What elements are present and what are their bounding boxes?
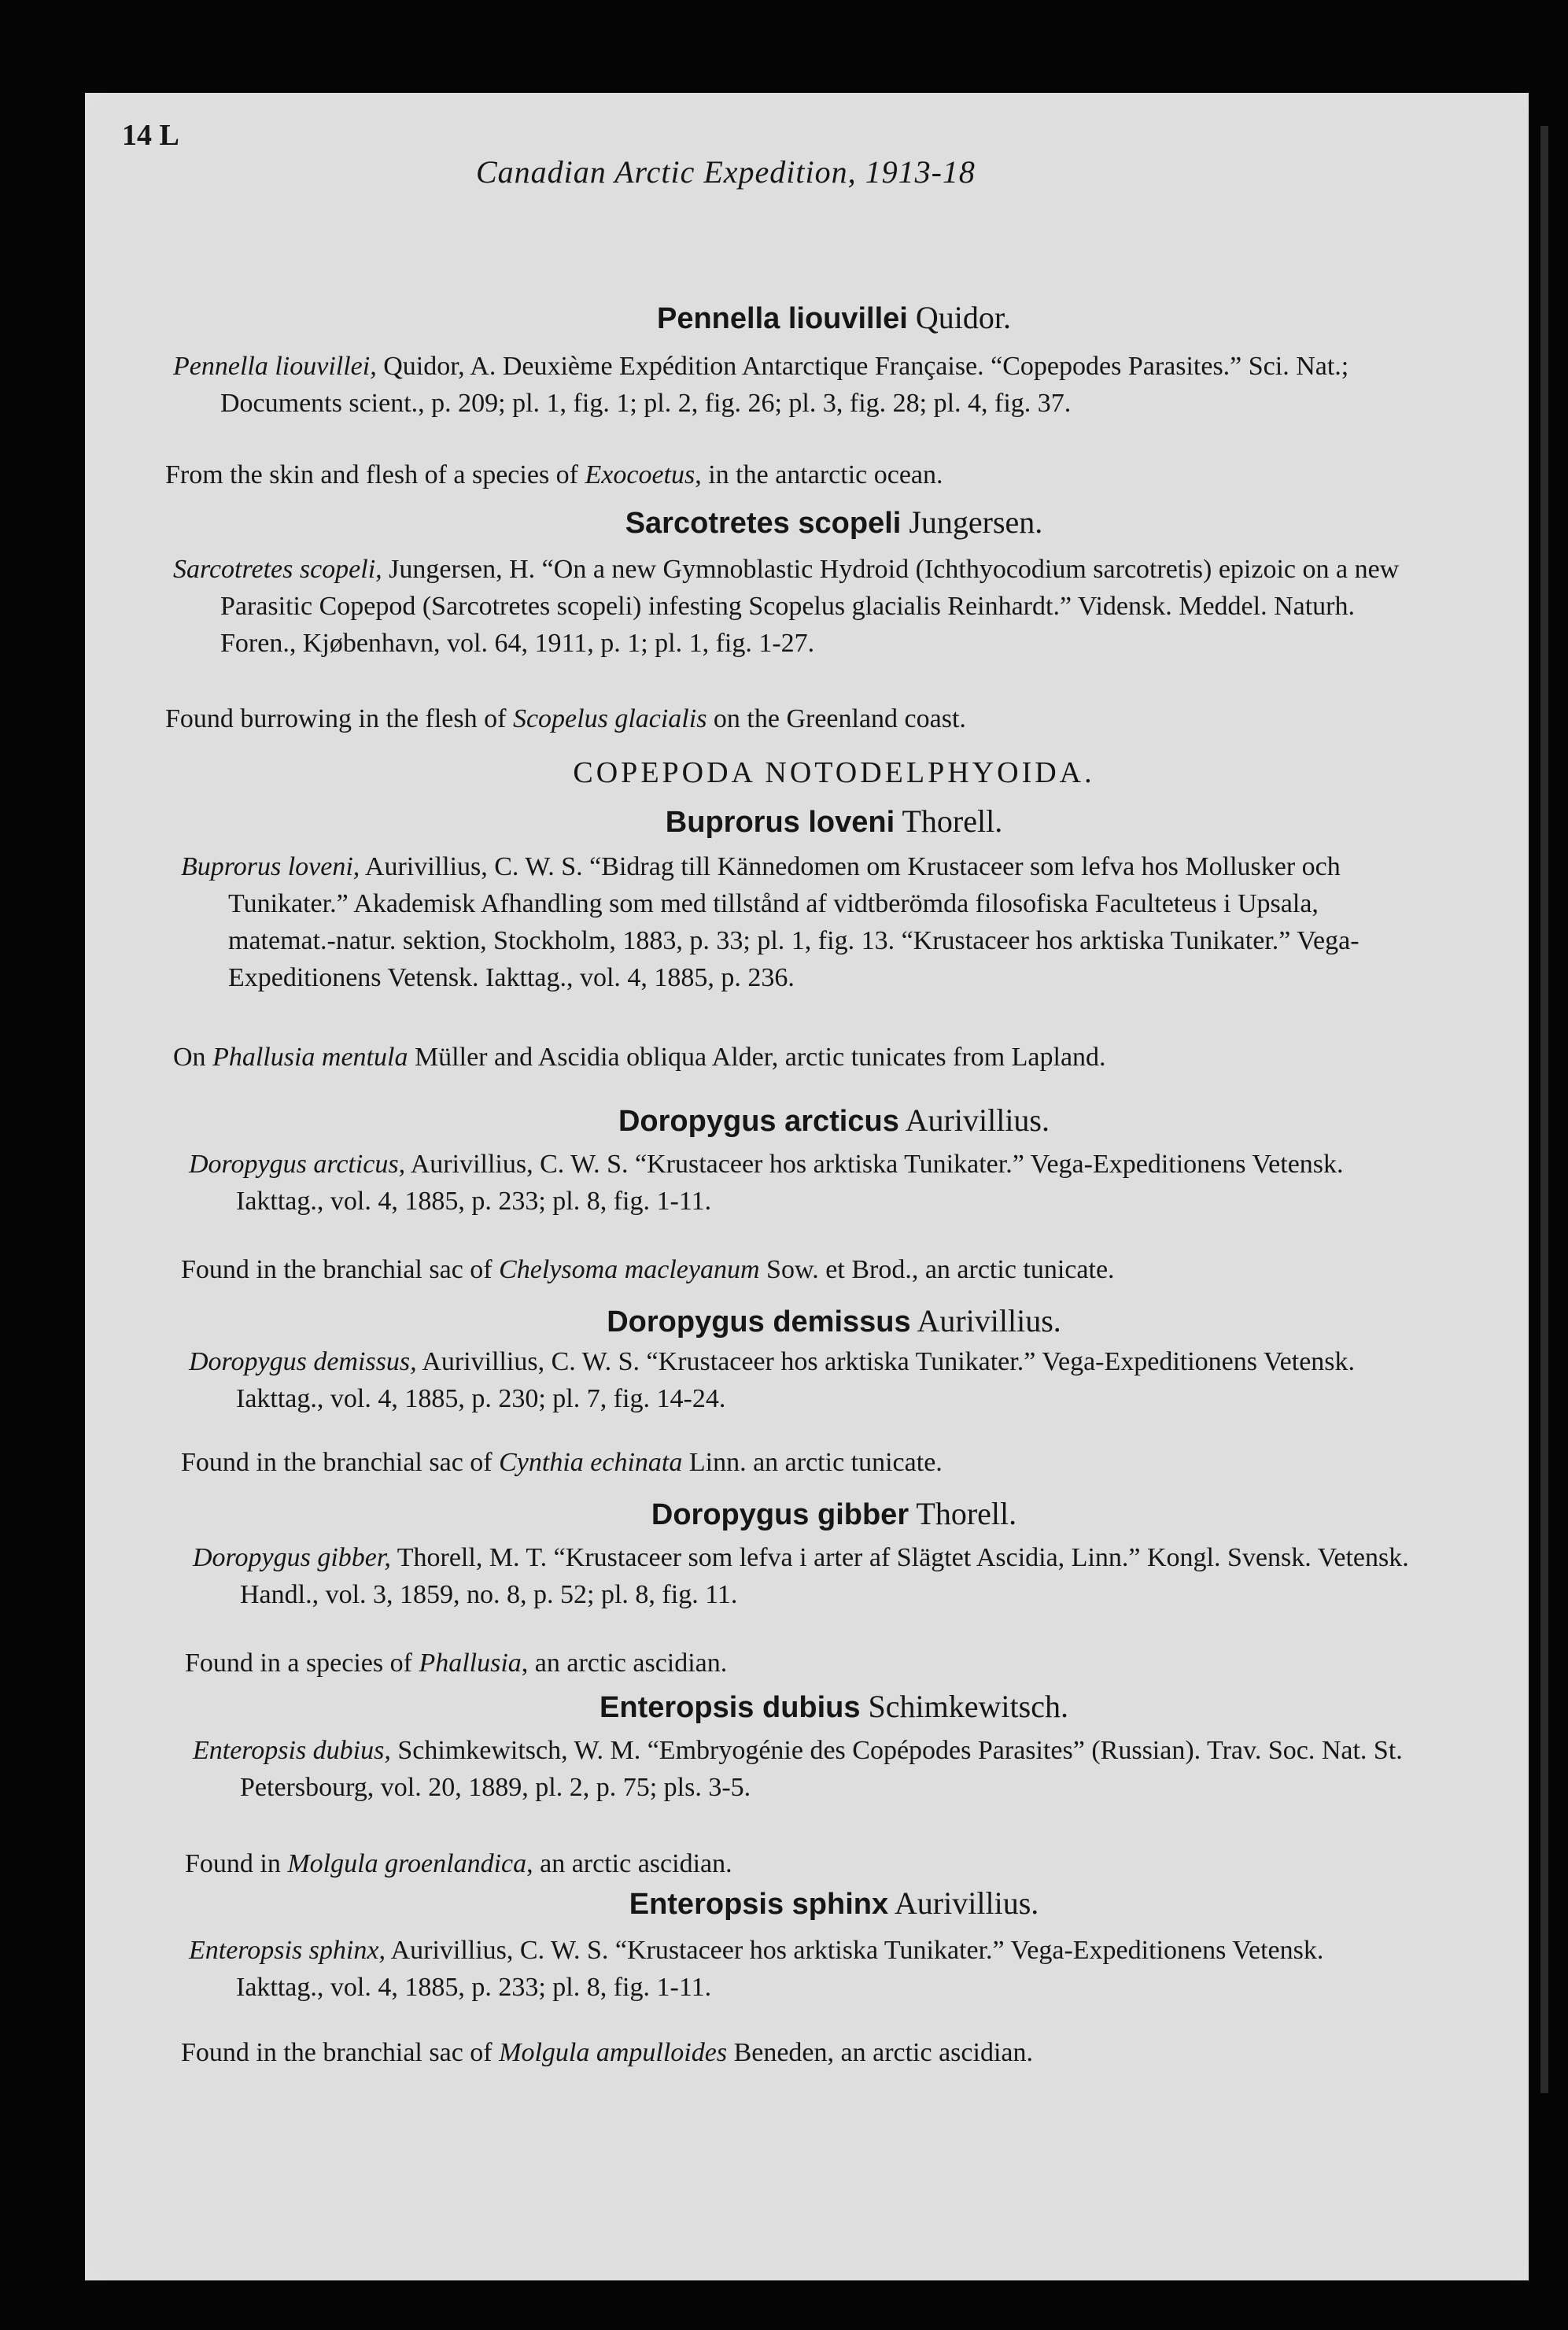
note-text: on the Greenland coast. bbox=[707, 704, 966, 733]
occurrence-note bbox=[181, 1251, 1424, 1288]
species-authority: Thorell. bbox=[902, 803, 1003, 839]
note-text: Found burrowing in the flesh of bbox=[165, 704, 513, 733]
occurrence-note bbox=[181, 2034, 1424, 2071]
species-authority: Jungersen. bbox=[909, 504, 1043, 540]
species-heading bbox=[236, 1885, 1432, 1922]
reference-text: Schimkewitsch, W. M. “Embryogénie des Copépodes Parasites” (Russian). Trav. Soc. Nat. St. Petersbourg, vol. 20, 1889, pl. 2, p. 75; pls. 3-5. bbox=[240, 1736, 1403, 1802]
species-name: Buprorus loveni bbox=[665, 806, 895, 839]
reference bbox=[173, 348, 1400, 422]
reference-name: Enteropsis dubius, bbox=[193, 1736, 391, 1765]
species-heading bbox=[236, 504, 1432, 541]
species-authority: Thorell. bbox=[916, 1496, 1017, 1531]
occurrence-note bbox=[185, 1645, 1428, 1682]
host-name: Molgula groenlandica bbox=[287, 1849, 527, 1878]
page-number: 14 L bbox=[122, 119, 179, 152]
note-text: From the skin and flesh of a species of bbox=[165, 460, 585, 489]
occurrence-note bbox=[173, 1039, 1416, 1076]
occurrence-note bbox=[165, 700, 1408, 737]
note-text: , in the antarctic ocean. bbox=[695, 460, 943, 489]
note-text: Linn. an arctic tunicate. bbox=[682, 1448, 943, 1477]
reference bbox=[193, 1732, 1420, 1806]
reference-name: Pennella liouvillei, bbox=[173, 352, 377, 381]
reference-name: Buprorus loveni, bbox=[181, 852, 360, 881]
host-name: Phallusia bbox=[419, 1649, 522, 1678]
species-heading bbox=[236, 1688, 1432, 1725]
species-name: Doropygus arcticus bbox=[618, 1105, 899, 1138]
note-text: Beneden, an arctic ascidian. bbox=[727, 2038, 1033, 2067]
section-heading: COPEPODA NOTODELPHYOIDA. bbox=[573, 756, 1095, 789]
note-text: Found in the branchial sac of bbox=[181, 1255, 500, 1284]
reference bbox=[189, 1343, 1416, 1417]
reference bbox=[173, 551, 1400, 662]
species-heading bbox=[236, 803, 1432, 840]
reference-name: Doropygus arcticus, bbox=[189, 1150, 406, 1179]
species-authority: Aurivillius. bbox=[894, 1885, 1039, 1921]
host-name: Phallusia mentula bbox=[212, 1043, 408, 1072]
note-text: Müller and Ascidia obliqua Alder, arctic tunicates from Lapland. bbox=[408, 1043, 1106, 1072]
host-name: Molgula ampulloides bbox=[499, 2038, 728, 2067]
species-heading bbox=[236, 1302, 1432, 1339]
species-authority: Aurivillius. bbox=[917, 1303, 1061, 1339]
reference-text: Aurivillius, C. W. S. “Krustaceer hos arktiska Tunikater.” Vega-Expeditionens Vetensk. Iakttag., vol. 4, 1885, p. 230; pl. 7, fig. 14-24. bbox=[236, 1347, 1356, 1413]
note-text: Sow. et Brod., an arctic tunicate. bbox=[759, 1255, 1115, 1284]
reference-name: Enteropsis sphinx, bbox=[189, 1936, 386, 1965]
reference-text: Aurivillius, C. W. S. “Bidrag till Kännedomen om Krustaceer som lefva hos Mollusker och Tunikater.” Akademisk Afhandling som med tillstånd af vidtberömda filosofiska Faculteteus i Upsala, matemat.-natur. sektion, Stockholm, 1883, p. 33; pl. 1, fig. 13. “Krustaceer hos arktiska Tunikater.” Vega-Expeditionens Vetensk. Iakttag., vol. 4, 1885, p. 236. bbox=[228, 852, 1360, 992]
species-authority: Schimkewitsch. bbox=[868, 1689, 1068, 1724]
species-name: Sarcotretes scopeli bbox=[625, 507, 902, 540]
reference-name: Doropygus demissus, bbox=[189, 1347, 417, 1376]
species-heading bbox=[236, 1495, 1432, 1532]
occurrence-note bbox=[181, 1444, 1424, 1481]
note-text: Found in the branchial sac of bbox=[181, 2038, 500, 2067]
reference-text: Jungersen, H. “On a new Gymnoblastic Hydroid (Ichthyocodium sarcotretis) epizoic on a new Parasitic Copepod (Sarcotretes scopeli) infesting Scopelus glacialis Reinhardt.” Vidensk. Meddel. Naturh. Foren., Kjøbenhavn, vol. 64, 1911, p. 1; pl. 1, fig. 1-27. bbox=[220, 555, 1400, 658]
species-heading bbox=[236, 299, 1432, 336]
note-text: Found in bbox=[185, 1849, 288, 1878]
species-authority: Aurivillius. bbox=[905, 1102, 1050, 1138]
species-name: Pennella liouvillei bbox=[656, 302, 908, 335]
host-name: Cynthia echinata bbox=[499, 1448, 683, 1477]
reference bbox=[193, 1539, 1420, 1613]
species-heading bbox=[236, 1102, 1432, 1139]
note-text: , an arctic ascidian. bbox=[521, 1649, 728, 1678]
species-authority: Quidor. bbox=[915, 300, 1011, 335]
reference-name: Sarcotretes scopeli, bbox=[173, 555, 382, 584]
host-name: Exocoetus bbox=[585, 460, 695, 489]
occurrence-note bbox=[165, 456, 1408, 493]
species-name: Enteropsis sphinx bbox=[629, 1888, 889, 1921]
reference-text: Aurivillius, C. W. S. “Krustaceer hos arktiska Tunikater.” Vega-Expeditionens Vetensk. Iakttag., vol. 4, 1885, p. 233; pl. 8, fig. 1-11. bbox=[236, 1936, 1324, 2002]
occurrence-note bbox=[185, 1845, 1428, 1882]
reference-text: Aurivillius, C. W. S. “Krustaceer hos arktiska Tunikater.” Vega-Expeditionens Vetensk. Iakttag., vol. 4, 1885, p. 233; pl. 8, fig. 1-11. bbox=[236, 1150, 1344, 1216]
reference-text: Thorell, M. T. “Krustaceer som lefva i arter af Slägtet Ascidia, Linn.” Kongl. Svensk. Vetensk. Handl., vol. 3, 1859, no. 8, p. 52; pl. 8, fig. 11. bbox=[240, 1543, 1409, 1609]
reference bbox=[189, 1146, 1416, 1220]
note-text: Found in a species of bbox=[185, 1649, 419, 1678]
reference-name: Doropygus gibber, bbox=[193, 1543, 391, 1572]
reference bbox=[189, 1932, 1416, 2006]
species-name: Doropygus gibber bbox=[651, 1498, 909, 1531]
species-name: Enteropsis dubius bbox=[600, 1691, 861, 1724]
note-text: Found in the branchial sac of bbox=[181, 1448, 500, 1477]
host-name: Scopelus glacialis bbox=[512, 704, 707, 733]
reference bbox=[181, 848, 1408, 996]
species-name: Doropygus demissus bbox=[607, 1305, 911, 1339]
note-text: On bbox=[173, 1043, 213, 1072]
adjacent-page-edge bbox=[1540, 126, 1548, 2093]
running-title: Canadian Arctic Expedition, 1913-18 bbox=[476, 154, 976, 190]
host-name: Chelysoma macleyanum bbox=[499, 1255, 760, 1284]
note-text: , an arctic ascidian. bbox=[526, 1849, 732, 1878]
reference-text: Quidor, A. Deuxième Expédition Antarctique Française. “Copepodes Parasites.” Sci. Nat.; Documents scient., p. 209; pl. 1, fig. 1; pl. 2, fig. 26; pl. 3, fig. 28; pl. 4, fig. 37. bbox=[220, 352, 1349, 418]
